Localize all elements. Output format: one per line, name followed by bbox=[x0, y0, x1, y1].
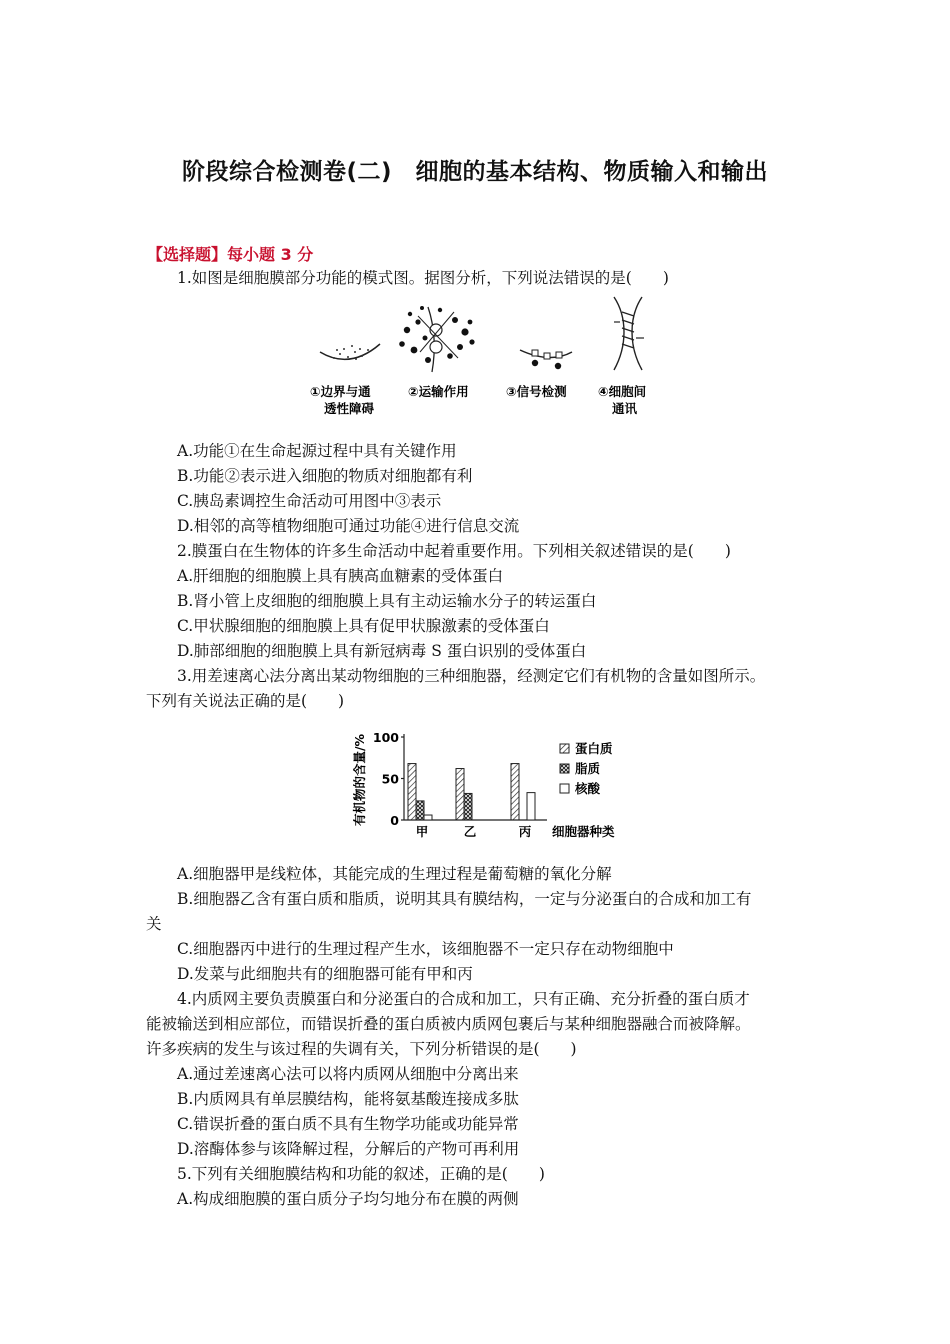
figure-label-3: ③信号检测 bbox=[506, 384, 567, 399]
question-1-stem: 1.如图是细胞膜部分功能的模式图。据图分析，下列说法错误的是( ) bbox=[177, 269, 669, 287]
q4-option-b: B.内质网具有单层膜结构，能将氨基酸连接成多肽 bbox=[177, 1090, 519, 1108]
q4-option-d: D.溶酶体参与该降解过程，分解后的产物可再利用 bbox=[177, 1140, 520, 1158]
chart-bar-蛋白质-甲 bbox=[408, 764, 416, 820]
q3-option-b-cont: 关 bbox=[146, 915, 162, 933]
organelle-chart bbox=[352, 720, 642, 846]
chart-ytick-label: 100 bbox=[372, 730, 399, 745]
chart-xtick-label: 乙 bbox=[463, 824, 477, 839]
chart-ytick-label: 50 bbox=[381, 771, 399, 787]
chart-bar-核酸-甲 bbox=[424, 815, 432, 820]
chart-ylabel: 有机物的含量/% bbox=[352, 733, 367, 827]
question-2-stem: 2.膜蛋白在生物体的许多生命活动中起着重要作用。下列相关叙述错误的是( ) bbox=[177, 542, 731, 560]
q4-option-a: A.通过差速离心法可以将内质网从细胞中分离出来 bbox=[177, 1065, 519, 1083]
chart-legend-swatch bbox=[560, 764, 569, 773]
q1-option-c: C.胰岛素调控生命活动可用图中③表示 bbox=[177, 492, 442, 510]
figure-label-4b: 通讯 bbox=[612, 401, 638, 416]
question-4-stem-line2: 能被输送到相应部位，而错误折叠的蛋白质被内质网包裹后与某种细胞器融合而被降解。 bbox=[146, 1015, 751, 1033]
chart-xtick-label: 丙 bbox=[518, 824, 532, 839]
chart-legend-swatch bbox=[560, 784, 569, 793]
chart-xtick-label: 甲 bbox=[415, 824, 429, 839]
question-4-stem-line3: 许多疾病的发生与该过程的失调有关，下列分析错误的是( ) bbox=[146, 1040, 577, 1058]
chart-bar-蛋白质-丙 bbox=[511, 764, 519, 820]
q3-option-c: C.细胞器丙中进行的生理过程产生水，该细胞器不一定只存在动物细胞中 bbox=[177, 940, 674, 958]
chart-bar-蛋白质-乙 bbox=[456, 769, 464, 820]
figure-label-2: ②运输作用 bbox=[408, 384, 469, 399]
chart-legend-label: 蛋白质 bbox=[575, 741, 613, 756]
question-3-stem-line1: 3.用差速离心法分离出某动物细胞的三种细胞器，经测定它们有机物的含量如图所示。 bbox=[177, 667, 766, 685]
figure-label-1b: 透性障碍 bbox=[324, 401, 375, 416]
chart-bar-脂质-甲 bbox=[416, 801, 424, 820]
membrane-function-figure bbox=[310, 292, 690, 420]
chart-legend-label: 核酸 bbox=[575, 781, 601, 796]
q1-option-b: B.功能②表示进入细胞的物质对细胞都有利 bbox=[177, 467, 473, 485]
chart-bar-脂质-乙 bbox=[464, 793, 472, 820]
q2-option-d: D.肺部细胞的细胞膜上具有新冠病毒 S 蛋白识别的受体蛋白 bbox=[177, 642, 587, 660]
question-5-stem: 5.下列有关细胞膜结构和功能的叙述，正确的是( ) bbox=[177, 1165, 545, 1183]
figure-label-4a: ④细胞间 bbox=[598, 384, 647, 399]
section-heading: 【选择题】每小题 3 分 bbox=[147, 245, 314, 264]
q2-option-a: A.肝细胞的细胞膜上具有胰高血糖素的受体蛋白 bbox=[177, 567, 504, 585]
q3-option-d: D.发菜与此细胞共有的细胞器可能有甲和丙 bbox=[177, 965, 473, 983]
q5-option-a: A.构成细胞膜的蛋白质分子均匀地分布在膜的两侧 bbox=[177, 1190, 519, 1208]
chart-legend-label: 脂质 bbox=[575, 761, 601, 776]
q3-option-b: B.细胞器乙含有蛋白质和脂质，说明其具有膜结构，一定与分泌蛋白的合成和加工有 bbox=[177, 890, 752, 908]
figure-label-1a: ①边界与通 bbox=[310, 384, 371, 399]
chart-bar-核酸-丙 bbox=[527, 793, 535, 820]
chart-xlabel: 细胞器种类 bbox=[552, 824, 615, 839]
q1-option-d: D.相邻的高等植物细胞可通过功能④进行信息交流 bbox=[177, 517, 520, 535]
question-3-stem-line2: 下列有关说法正确的是( ) bbox=[146, 692, 345, 710]
chart-ytick-label: 0 bbox=[390, 813, 399, 828]
chart-legend-swatch bbox=[560, 744, 569, 753]
q4-option-c: C.错误折叠的蛋白质不具有生物学功能或功能异常 bbox=[177, 1115, 519, 1133]
page-title: 阶段综合检测卷(二) 细胞的基本结构、物质输入和输出 bbox=[181, 159, 769, 185]
q2-option-c: C.甲状腺细胞的细胞膜上具有促甲状腺激素的受体蛋白 bbox=[177, 617, 550, 635]
question-4-stem-line1: 4.内质网主要负责膜蛋白和分泌蛋白的合成和加工，只有正确、充分折叠的蛋白质才 bbox=[177, 990, 750, 1008]
q1-option-a: A.功能①在生命起源过程中具有关键作用 bbox=[177, 442, 457, 460]
q2-option-b: B.肾小管上皮细胞的细胞膜上具有主动运输水分子的转运蛋白 bbox=[177, 592, 597, 610]
q3-option-a: A.细胞器甲是线粒体，其能完成的生理过程是葡萄糖的氧化分解 bbox=[177, 865, 612, 883]
